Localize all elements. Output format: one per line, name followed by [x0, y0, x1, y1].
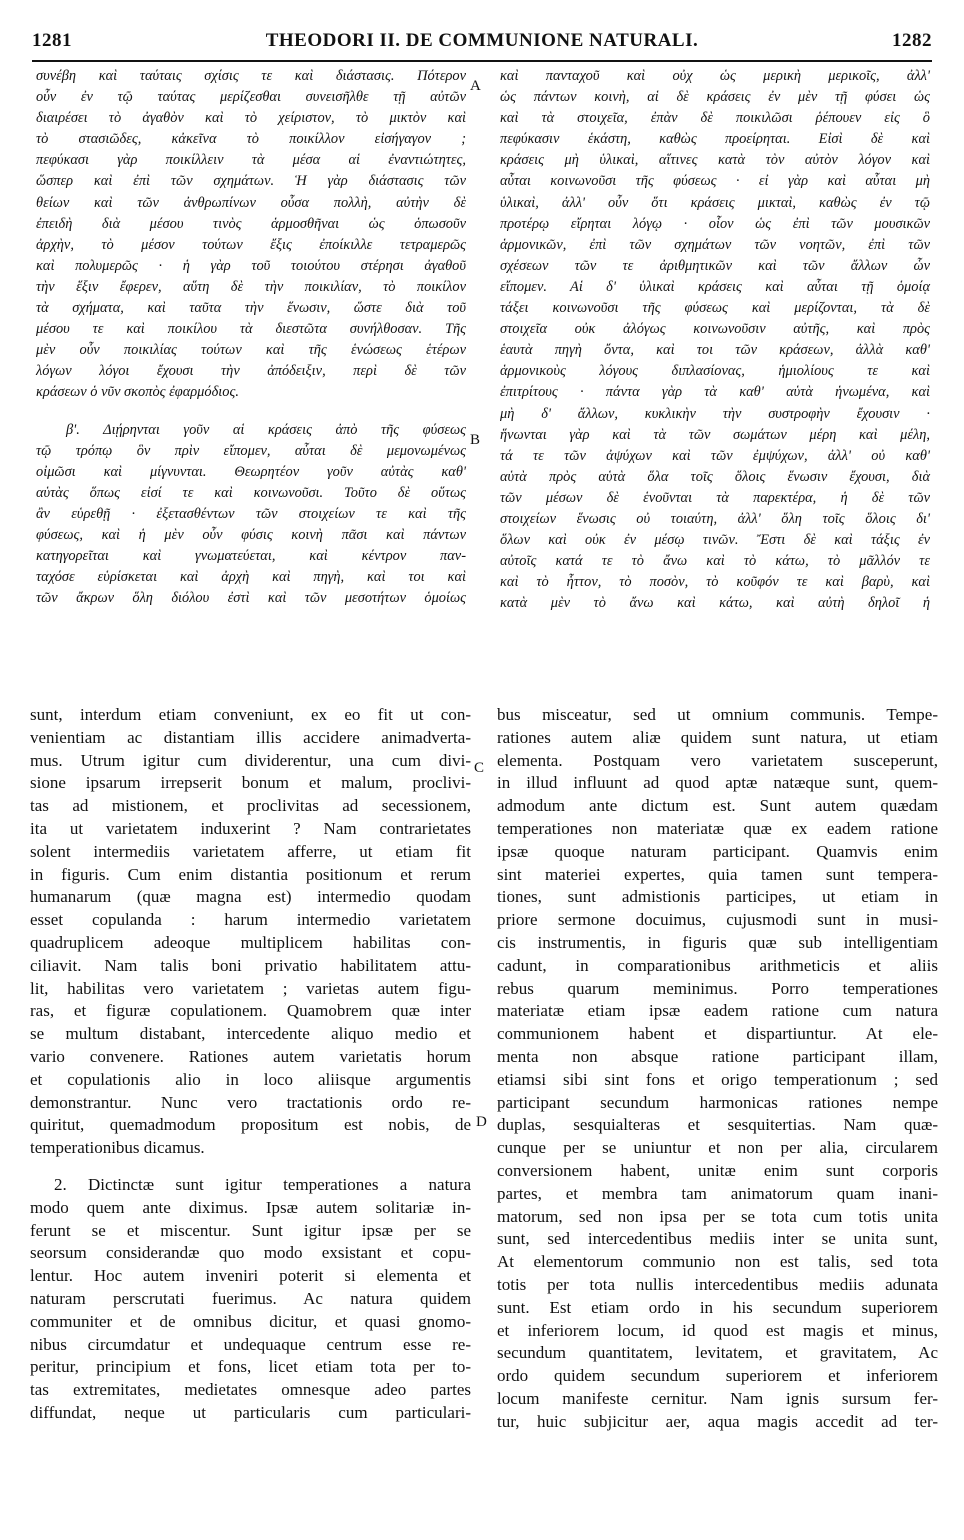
text-line: διαιρέσει τὸ ἀγαθὸν καὶ τὸ χείριστον, τὸ μικτὸν καὶ	[36, 110, 466, 127]
text-line: τὰ σχήματα, καὶ ταῦτα τὴν ἕνωσιν, ὥστε διὰ τοῦ	[36, 300, 466, 317]
text-line: sunt. Est etiam ordo in his secundum superiorem	[497, 1297, 938, 1317]
text-line: diffundat, neque ut particularis cum particulari-	[30, 1402, 471, 1422]
text-line: τῶν ἄκρων ὅλη διόλου ἐστὶ καὶ τῶν μεσοτήτων ὁμοίως	[36, 590, 466, 607]
text-line: secundum quantitatem, levitatem, et gravitatem, Ac	[497, 1343, 938, 1363]
text-line: in illud influunt ad quod aptæ natæque sunt, quem-	[497, 773, 938, 793]
text-line: venientiam ac distantiam illis accidere animadverta-	[30, 727, 471, 747]
text-line: ἀρχὴν, τὸ μέσον τούτων ἔξις ἐποίκιλλε τετραμερῶς	[36, 236, 466, 253]
text-line: tas ad mistionem, et proclivitas ad secessionem,	[30, 796, 471, 816]
text-line: κράσεων ὁ νῦν σκοπὸς ἐφαρμόδιος.	[36, 384, 239, 401]
text-line: matorum, sed non ipsa per se tota cum totis unita	[497, 1206, 938, 1226]
text-line: ὡς πάντων κοινὴ, αἱ δὲ κράσεις ἐν μὲν τῇ φύσει ὡς	[500, 89, 930, 106]
running-title: THEODORI II. DE COMMUNIONE NATURALI.	[265, 30, 699, 51]
text-line: εἴπομεν. Αἱ δ' ὑλικαὶ κράσεις καὶ αὗται τῇ ὁμοίᾳ	[500, 278, 930, 295]
text-line: nibus circumdatur et undequaque centrum esse re-	[30, 1334, 471, 1354]
text-line: αὑτὰ πρὸς αὑτὰ ὅλα τοῖς ὅλοις ἕνωσιν ἔχουσι, διὰ	[500, 468, 930, 485]
text-line: 2. Dictinctæ sunt igitur temperationes a natura	[54, 1174, 471, 1194]
text-line: elementa. Postquam vero varietatem susceperunt,	[497, 750, 938, 770]
text-line: ἂν εὑρεθῇ · ἐξετασθέντων τῶν στοιχείων τε καὶ τῆς	[36, 505, 466, 522]
text-line: πεφύκασιν ἑκάστη, καθὼς προείρηται. Εἰσὶ δὲ καὶ	[500, 131, 930, 148]
text-line: cunque per se uniuntur et non per alia, circularem	[497, 1138, 938, 1158]
text-line: sunt, interdum etiam conveniunt, ex eo fit ut con-	[30, 705, 471, 724]
text-line: communionem habent et dispartiuntur. At ele-	[497, 1024, 938, 1044]
text-line: σχέσεων τῶν τε ἀριθμητικῶν καὶ τῶν ἄλλων ὧν	[500, 257, 930, 274]
text-line: lit, habilitas vero varietatem ; varietas autem figu-	[30, 978, 471, 998]
text-line: ferunt se et miscentur. Sunt igitur ipsæ per se	[30, 1220, 471, 1240]
text-line: et copulationis alio in loco aliisque argumentis	[30, 1069, 471, 1089]
text-line: τὴν ἕξιν ἔφερεν, αὕτη δὲ τὴν ποικιλίαν, τὸ ποικίλον	[36, 278, 466, 295]
text-line: At elementorum communio non est talis, sed tota	[497, 1252, 938, 1272]
text-line: rationes autem aliæ quidem sunt natura, ut etiam	[497, 727, 938, 747]
margin-marker-a: A	[470, 78, 481, 94]
text-line: λόγων λόγοι ἔχουσι τὴν ἀπόδειξιν, περὶ δὲ τῶν	[36, 363, 466, 380]
text-line: μέσου τε καὶ ποικίλου τὰ διεστῶτα συνήλθοσαν. Τῆς	[36, 321, 466, 338]
text-line: naturam perscrutati fuerimus. Ac natura quidem	[30, 1288, 471, 1308]
text-line: rebus quarum meminimus. Porro temperationes	[497, 978, 938, 998]
text-line: modo quem ante diximus. Ipsæ autem solitariæ in-	[30, 1197, 471, 1217]
text-line: ὥσπερ καὶ ἐπὶ τῶν σχημάτων. Ἡ γὰρ διάστασις τῶν	[36, 173, 466, 190]
margin-marker-c: C	[474, 760, 485, 776]
text-line: τῶν μέσων δὲ ἑνοῦνται τὰ παρεκτέρα, ἡ δὲ τῶν	[500, 489, 930, 506]
text-line: αὗται κοινωνοῦσι τῆς φύσεως · εἰ γὰρ καὶ αὗται μὴ	[500, 173, 930, 190]
text-line: στοιχείων ἕνωσις οὐ τοιαύτη, ἀλλ' ὅλη τοῖς ὅλοις δι'	[500, 510, 930, 527]
text-line: admodum ante dictum est. Sunt autem quædam	[497, 796, 938, 816]
header-rule	[32, 60, 932, 62]
text-line: ἑαυτὰ πηγὴ ὄντα, καὶ τοι τῶν κράσεων, ἀλλὰ καθ'	[500, 342, 930, 359]
greek-text-left-column	[36, 66, 466, 609]
text-line: locum manifeste cernitur. Nam ignis sursum fer-	[497, 1388, 938, 1408]
text-line: temperationes non materiatæ quæ ex eadem ratione	[497, 818, 938, 838]
text-line: se multum distabant, intercedente aliquo medio et	[30, 1024, 471, 1044]
text-line: ἁρμονικῶν, ἐπὶ τῶν σχημάτων τῶν νοητῶν, ἐπὶ τῶν	[500, 236, 930, 253]
text-line: ἐπειδὴ διὰ μέσου τινὸς ἁρμοσθῆναι ὡς ὁπωσοῦν	[36, 215, 466, 232]
text-line: αὐτοῖς κατά τε τὸ ἄνω καὶ τὸ κάτω, τὸ μᾶλλόν τε	[500, 553, 930, 570]
text-line: etiamsi sibi sint fons et origo temperationum ; sed	[497, 1069, 938, 1089]
text-line: partes, et membra tam animatorum quam inani-	[497, 1183, 938, 1203]
text-line: solent intermediis varietatem afferre, ut etiam fit	[30, 841, 471, 861]
text-line: materiatæ etiam ipsæ eadem ratione cum natura	[497, 1001, 938, 1021]
margin-marker-d: D	[476, 1114, 487, 1130]
text-line: τὸ στασιῶδες, κἀκεῖνα τὸ ποικίλλον εἰσήγαγον ;	[36, 131, 466, 148]
text-line: οἰμῶσι καὶ μίγνυνται. Θεωρητέον γοῦν αὐτὰς καθ'	[36, 463, 466, 480]
text-line: et inferiorem locum, id quod est magis et minus,	[497, 1320, 938, 1340]
text-line: προτέρῳ εἴρηται λόγῳ · οἷον ὡς ἐπὶ τῶν μουσικῶν	[500, 215, 930, 232]
text-line: esset copulanda : harum intermedio varietatem	[30, 910, 471, 930]
text-line: communiter et de omnibus dicitur, et quasi gnomo-	[30, 1311, 471, 1331]
text-line: ita ut varietatem induxerint ? Nam contrarietates	[30, 818, 471, 838]
text-line: ἥνωνται γὰρ καὶ τὰ τῶν σωμάτων μέρη καὶ μέλη,	[500, 426, 930, 443]
text-line: ipsæ quoque naturam participant. Quamvis enim	[497, 841, 938, 861]
text-line: participant secundum harmonicas rationes nempe	[497, 1092, 938, 1112]
text-line: ὑλικαὶ, ἀλλ' οὖν ὅτι κράσεις μικταὶ, καθὼς ἐν τῷ	[500, 194, 930, 211]
text-line: ὅλων καὶ οὐκ ἐν μέσῳ τινῶν. Ἔστι δὲ καὶ τάξις ἐν	[500, 532, 930, 549]
text-line: συνέβη καὶ ταύταις σχίσις τε καὶ διάστασις. Πότερον	[36, 68, 466, 84]
text-line: ἁρμονικοὺς λόγους διπλασίονας, ἡμιολίους τε καὶ	[500, 363, 930, 380]
text-line: tas extremitates, medietates omnesque adeo partes	[30, 1380, 471, 1400]
text-line: κατηγορεῖται καὶ γνωματεύεται, καὶ κέντρον παν-	[36, 548, 466, 565]
text-line: lentur. Hoc autem inveniri poterit si elementa et	[30, 1266, 471, 1286]
text-line: vario convenere. Rationes autem varietatis horum	[30, 1046, 471, 1066]
text-line: menta non absque ratione participant illam,	[497, 1046, 938, 1066]
text-line: quadruplicem adeoque multiplicem habilitas con-	[30, 932, 471, 952]
text-line: in figuris. Cum enim distantia positionum et rerum	[30, 864, 471, 884]
page-number-left: 1281	[32, 30, 72, 51]
text-line: temperationibus dicamus.	[30, 1138, 205, 1158]
text-line: conversionem habent, unitæ enim sunt corporis	[497, 1160, 938, 1180]
text-line: ordo quidem secundum superiorem et inferiorem	[497, 1366, 938, 1386]
text-line: peritur, principium et fons, licet etiam tota per to-	[30, 1357, 471, 1377]
text-line: κράσεις μὴ ὑλικαὶ, αἵτινες κατὰ τὸν αὐτὸν λόγον καὶ	[500, 152, 930, 169]
text-line: seorsum considerandæ quo modo exsistant et copu-	[30, 1243, 471, 1263]
text-line: totis per tota nullis intercedentibus mediis adunata	[497, 1274, 938, 1294]
text-line: καὶ τὸ ἧττον, τὸ ποσὸν, τὸ κοῦφόν τε καὶ βαρὺ, καὶ	[500, 574, 930, 591]
text-line: ras, et figuræ copulationem. Quamobrem quæ inter	[30, 1001, 471, 1021]
text-line: sione ipsarum irrepserit bonum et malum, proclivi-	[30, 773, 471, 793]
text-line: στοιχεῖα οὐκ ἀλόγως κοινωνοῦσιν αὐτῆς, καὶ πρὸς	[500, 321, 930, 338]
text-line: duplas, sesquialteras et sesquitertias. Nam quæ-	[497, 1115, 938, 1135]
text-line: quiritut, quemadmodum propositum est nobis, de	[30, 1115, 471, 1135]
text-line: humanarum (quæ magna est) intermedio quodam	[30, 887, 471, 907]
text-line: bus misceatur, sed ut omnium communis. Tempe-	[497, 705, 938, 724]
latin-text-right-column	[497, 704, 938, 1434]
text-line: κατὰ μὲν τὸ ἄνω καὶ κάτω, καὶ αὐτὴ δηλοῖ ἡ	[500, 595, 930, 612]
text-line: cis instrumentis, in figuris quæ sub intelligentiam	[497, 932, 938, 952]
text-line: priore sermone docuimus, cujusmodi sunt in musi-	[497, 910, 938, 930]
text-line: φύσεως, καὶ ἡ μὲν οὖν φύσις κοινὴ πᾶσι καὶ πάντων	[36, 526, 466, 543]
text-line: ταχόσε εὑρίσκεται καὶ ἀρχὴ καὶ πηγὴ, καὶ τοι καὶ	[36, 569, 466, 586]
text-line: demonstrantur. Nunc vero tractationis ordo re-	[30, 1092, 471, 1112]
text-line: καὶ πανταχοῦ καὶ οὐχ ὡς μερικὴ μερικοῖς, ἀλλ'	[500, 68, 930, 84]
text-line: τάξει κοινωνοῦσι τῆς φύσεως καὶ μερίζονται, τὰ δὲ	[500, 300, 930, 317]
text-line: αὑτὰς ὅπως εἰσί τε καὶ κοινωνοῦσι. Τοῦτο δὲ οὕτως	[36, 484, 466, 501]
text-line: οὖν ἐν τῷ ταύτας μερίζεσθαι συνεισῆλθε τῇ αὐτῶν	[36, 89, 466, 106]
text-line: μὲν οὖν ποικιλίας τούτων καὶ τῆς ἑνώσεως ἑτέρων	[36, 342, 466, 359]
text-line: τά τε τῶν ἀψύχων καὶ τῶν ἐμψύχων, ἀλλ' οὐ καθ'	[500, 447, 930, 464]
text-line: cadunt, in comparationibus arithmeticis et aliis	[497, 955, 938, 975]
text-line: ἐπιτρίτους · πάντα γὰρ τὰ καθ' αὑτὰ ἡνωμένα, καὶ	[500, 384, 930, 401]
greek-text-right-column	[500, 66, 930, 614]
text-line: mus. Utrum igitur cum dividerentur, una cum divi-	[30, 750, 471, 770]
text-line: tur, huic subjicitur aer, aqua magis accedit ad ter-	[497, 1411, 938, 1431]
margin-marker-b: B	[470, 432, 481, 448]
text-line: sunt, sed intercedentibus mediis inter se unita sunt,	[497, 1229, 938, 1249]
text-line: καὶ τὰ στοιχεῖα, ἐπὰν δὲ ποικιλῶσι ῥέπουεν εἰς ὃ	[500, 110, 930, 127]
text-line: τῷ τρόπῳ ὃν πρὶν εἴπομεν, αὗται δὲ μεμονωμένως	[36, 442, 466, 459]
text-line: ciliavit. Nam talis boni privatio habilitatem attu-	[30, 955, 471, 975]
text-line: καὶ πολυμερῶς · ἡ γὰρ τοῦ τοιούτου στέρησι ἀγαθοῦ	[36, 257, 466, 274]
text-line: β'. Διῄρηνται γοῦν αἱ κράσεις ἀπὸ τῆς φύσεως	[66, 421, 466, 438]
text-line: μὴ δ' ἄλλων, κυκλικὴν τὴν συστροφὴν ἔχουσιν ·	[500, 405, 930, 422]
text-line: tiones, sunt admistionis participes, ut etiam in	[497, 887, 938, 907]
page-number-right: 1282	[892, 30, 932, 51]
page-header	[32, 30, 932, 56]
latin-text-left-column	[30, 704, 471, 1425]
text-line: πεφύκασι γὰρ ποικίλλειν τὰ μέσα αἱ ἐναντιώτητες,	[36, 152, 466, 169]
text-line: sint materiei expertes, quia tamen sunt tempera-	[497, 864, 938, 884]
text-line: θείων καὶ τῶν ἀνθρωπίνων οὖσα πολλὴ, αὐτὴν δὲ	[36, 194, 466, 211]
